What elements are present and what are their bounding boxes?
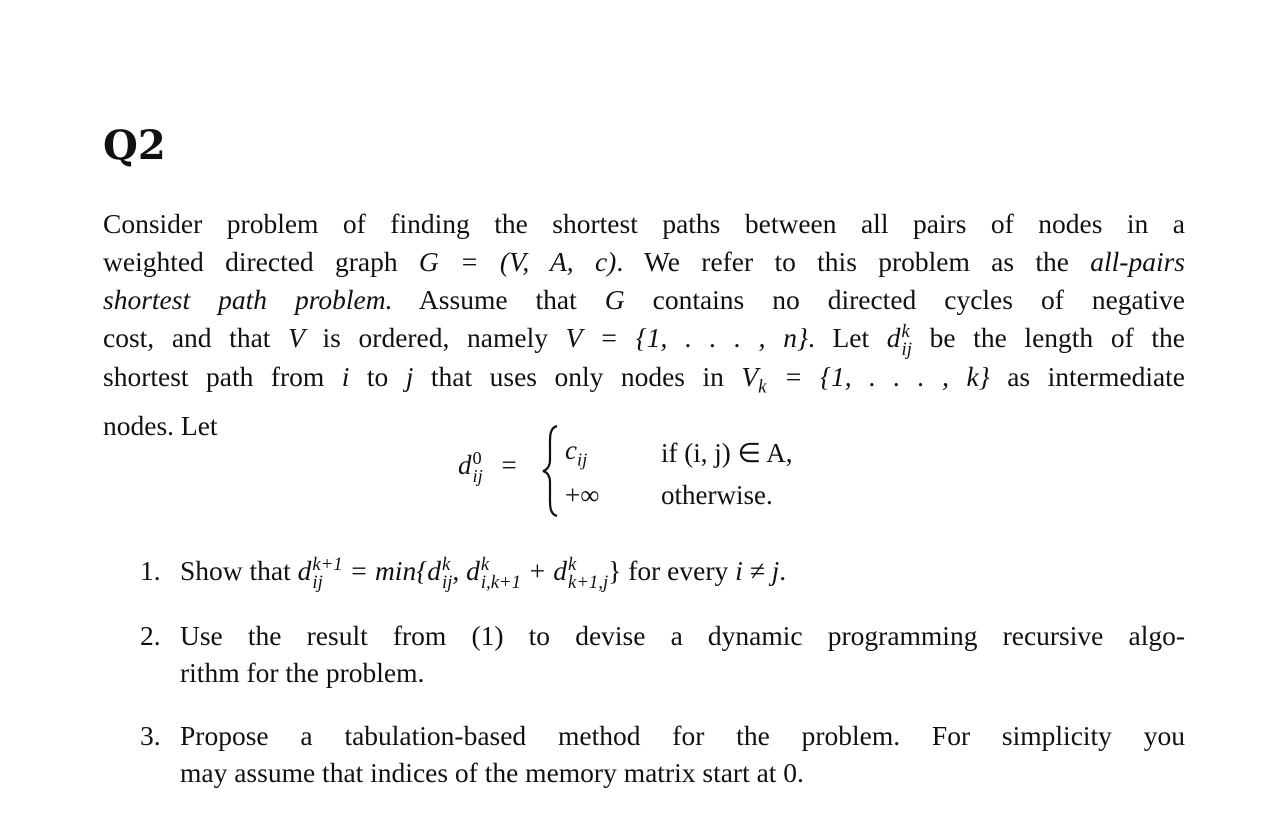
case-row-2	[565, 474, 865, 516]
set-notation: = {1, . . . , k}	[766, 361, 990, 393]
description-line-2	[103, 243, 1185, 281]
item-text	[180, 717, 1185, 791]
subscript: ij	[901, 338, 912, 360]
list-item	[140, 552, 1185, 591]
math-expression: i ≠ j	[735, 555, 780, 586]
script-pair	[480, 553, 521, 593]
description-line-5	[103, 358, 1185, 407]
math-expression: + d	[520, 555, 568, 586]
script-pair	[568, 553, 609, 593]
text: for every	[621, 555, 736, 586]
text: weighted directed graph	[103, 246, 419, 277]
superscript: k+1	[312, 553, 343, 575]
script-pair	[441, 553, 453, 593]
math-symbol: c	[565, 435, 577, 466]
text: . We refer to this problem as the	[616, 246, 1091, 277]
superscript: k	[480, 553, 490, 575]
superscript: k	[441, 553, 451, 575]
superscript: k	[568, 553, 577, 575]
list-item	[140, 717, 1185, 791]
item-text	[180, 617, 1185, 691]
script-pair	[473, 450, 483, 485]
equals-sign: =	[501, 450, 517, 480]
subscript: ij	[472, 465, 483, 486]
item-number: 3.	[140, 720, 161, 752]
question-heading: Q2	[103, 122, 166, 169]
text: cost, and that	[103, 322, 289, 353]
emphasis-term-cont: shortest path problem.	[103, 284, 393, 315]
item-number: 2.	[140, 620, 161, 652]
script-pair	[312, 553, 343, 593]
superscript: k	[901, 320, 910, 342]
text: Show that	[180, 555, 298, 586]
text: be the length of the	[911, 322, 1185, 353]
problem-description	[103, 205, 1185, 445]
superscript: 0	[472, 448, 482, 469]
math-expression: = min{d	[342, 555, 441, 586]
math-symbol: G	[604, 284, 625, 315]
list-item	[140, 617, 1185, 691]
math-symbol: V	[288, 322, 305, 353]
script-pair	[901, 320, 912, 360]
math-symbol: j	[405, 361, 414, 393]
item-text	[180, 552, 1185, 591]
math-expression: , d	[452, 555, 480, 586]
item-line: Use the result from (1) to devise a dynamic programming recursive algo-	[180, 620, 1185, 652]
math-symbol: i	[341, 361, 350, 393]
text: contains no directed cycles of negative	[624, 284, 1185, 315]
text: that uses only nodes in	[413, 361, 742, 393]
math-expression: }	[608, 555, 622, 586]
text: . Let	[807, 322, 887, 353]
text: .	[779, 555, 787, 586]
description-line-4	[103, 319, 1185, 358]
text: to	[349, 361, 406, 393]
math-symbol: d	[886, 322, 901, 353]
subscript: i,k+1	[480, 571, 521, 593]
set-notation: V = {1, . . . , n}	[565, 322, 808, 353]
subscript: ij	[441, 571, 453, 593]
cases-block	[565, 432, 865, 516]
description-line-3	[103, 281, 1185, 319]
case-condition: if (i, j) ∈ A,	[661, 437, 793, 468]
case-value	[565, 435, 661, 470]
item-line: Propose a tabulation-based method for the problem. For simplicity you	[180, 720, 1185, 752]
equation-lhs	[458, 450, 517, 485]
text: shortest path from	[103, 361, 342, 393]
text: as intermediate	[989, 361, 1186, 393]
case-condition: otherwise.	[661, 479, 773, 510]
question-list	[140, 552, 1185, 817]
description-line-1: Consider problem of finding the shortest paths between all pairs of nodes in a	[103, 208, 1185, 239]
math-symbol: d	[458, 450, 472, 480]
case-value: +∞	[565, 479, 600, 510]
text: Assume that	[392, 284, 605, 315]
subscript: k	[758, 376, 767, 398]
math-symbol: V	[741, 361, 759, 393]
case-row-1	[565, 432, 865, 474]
emphasis-term: all-pairs	[1090, 246, 1185, 277]
subscript: ij	[312, 571, 323, 593]
text: is ordered, namely	[304, 322, 566, 353]
subscript: ij	[576, 449, 588, 470]
item-line: rithm for the problem.	[180, 657, 425, 689]
graph-notation: G = (V, A, c)	[418, 246, 617, 277]
description-line-6: nodes. Let	[103, 409, 218, 441]
item-line: may assume that indices of the memory matrix start at 0.	[180, 757, 804, 789]
subscript: k+1,j	[568, 571, 609, 593]
item-number: 1.	[140, 555, 161, 586]
math-symbol: d	[297, 555, 312, 586]
left-brace	[541, 424, 561, 518]
